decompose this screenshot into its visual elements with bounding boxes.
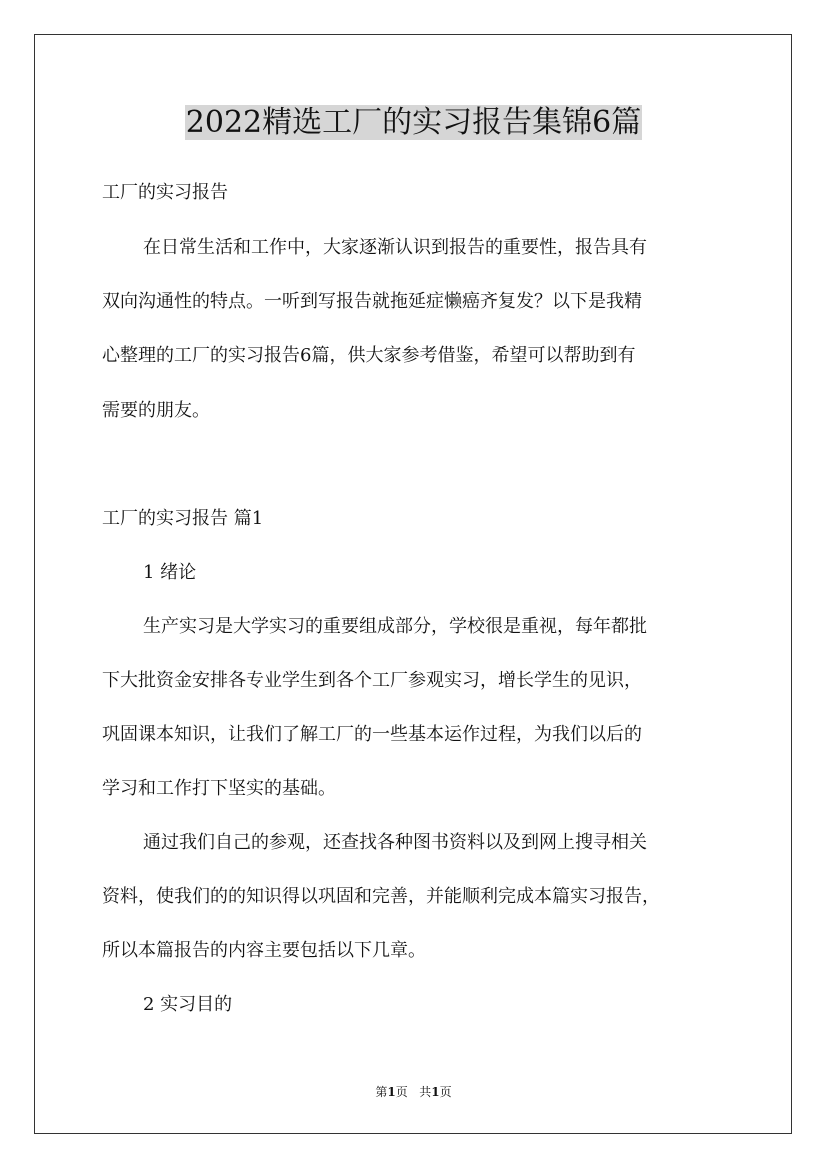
- page-prefix: 第: [375, 1085, 388, 1099]
- subsection-heading: 1 绪论: [143, 562, 197, 583]
- page-number: 1: [387, 1085, 396, 1099]
- paragraph-line: 双向沟通性的特点。一听到写报告就拖延症懒癌齐复发？以下是我精: [102, 291, 642, 312]
- paragraph-line: 生产实习是大学实习的重要组成部分，学校很是重视，每年都批: [143, 616, 647, 637]
- page-footer: [0, 1083, 827, 1101]
- total-unit: 页: [439, 1085, 452, 1099]
- paragraph-line: 心整理的工厂的实习报告6篇，供大家参考借鉴，希望可以帮助到有: [102, 345, 636, 366]
- total-pages: 1: [431, 1085, 440, 1099]
- paragraph-line: 所以本篇报告的内容主要包括以下几章。: [102, 940, 426, 961]
- paragraph-line: 需要的朋友。: [102, 400, 210, 421]
- section-heading: 工厂的实习报告: [102, 182, 228, 203]
- paragraph-line: 巩固课本知识，让我们了解工厂的一些基本运作过程，为我们以后的: [102, 724, 642, 745]
- total-prefix: 共: [419, 1085, 432, 1099]
- paragraph-line: 学习和工作打下坚实的基础。: [102, 778, 336, 799]
- paragraph-line: 通过我们自己的参观，还查找各种图书资料以及到网上搜寻相关: [143, 832, 647, 853]
- paragraph-line: 下大批资金安排各专业学生到各个工厂参观实习，增长学生的见识，: [102, 670, 642, 691]
- paragraph-line: 在日常生活和工作中，大家逐渐认识到报告的重要性，报告具有: [143, 237, 647, 258]
- document-title: [0, 101, 827, 145]
- paragraph-line: 资料，使我们的的知识得以巩固和完善，并能顺利完成本篇实习报告，: [102, 886, 660, 907]
- subsection-heading: 2 实习目的: [143, 994, 233, 1015]
- section-heading: 工厂的实习报告 篇1: [102, 508, 264, 529]
- document-title-text: 2022精选工厂的实习报告集锦6篇: [185, 105, 642, 140]
- page-unit: 页: [395, 1085, 408, 1099]
